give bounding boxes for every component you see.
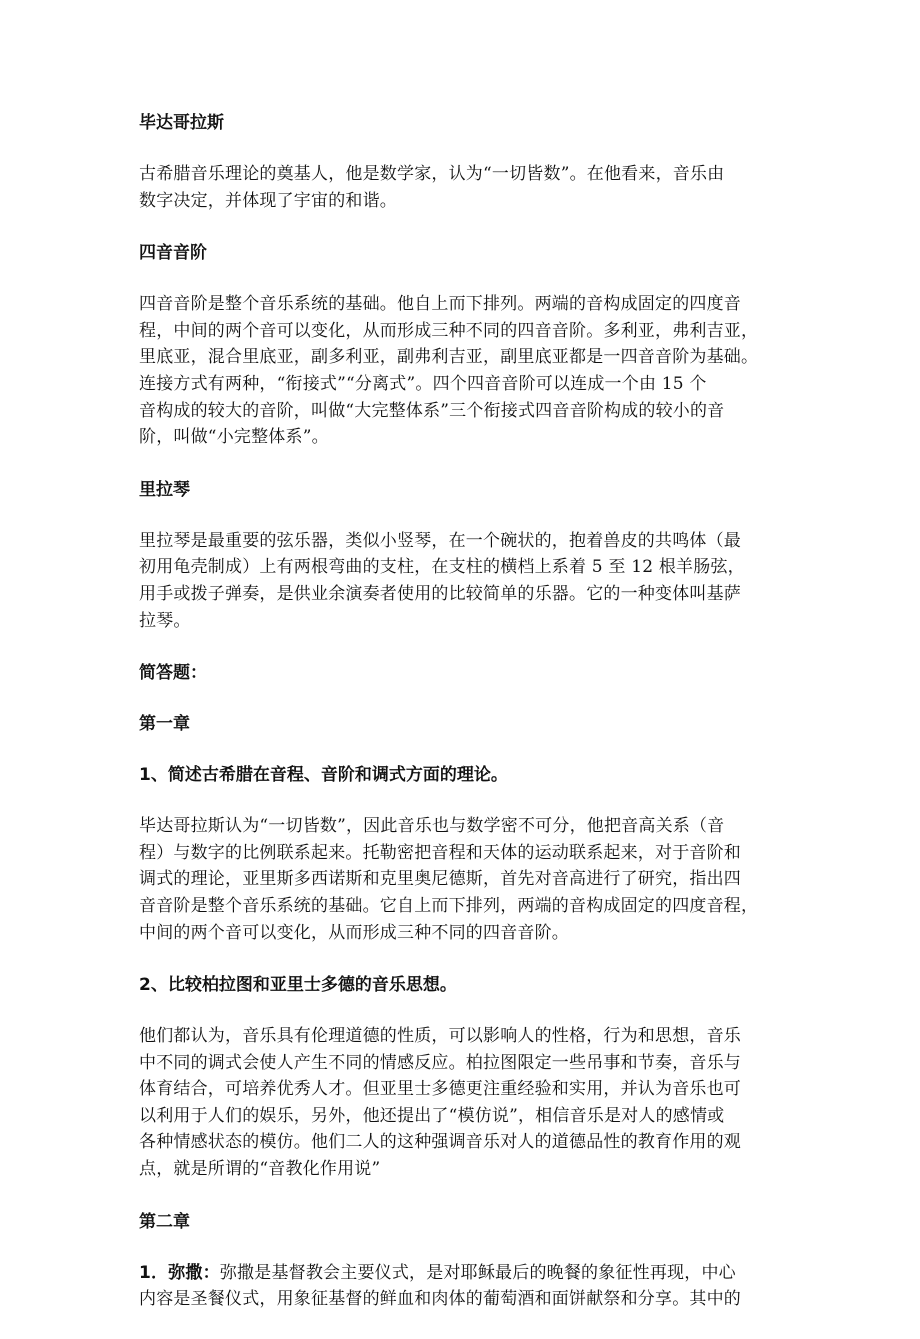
mass-term: 1．弥撒： <box>139 1262 220 1283</box>
question-two-answer <box>139 1023 787 1183</box>
text-line: 音音阶是整个音乐系统的基础。它自上而下排列，两端的音构成固定的四度音程， <box>139 895 759 916</box>
text-line: 程）与数字的比例联系起来。托勒密把音程和天体的运动联系起来，对于音阶和 <box>139 842 741 863</box>
text-line: 连接方式有两种，“衔接式”“分离式”。四个四音音阶可以连成一个由 15 个 <box>139 373 707 394</box>
text-line: 以利用于人们的娱乐，另外，他还提出了“模仿说”，相信音乐是对人的感情或 <box>139 1105 725 1126</box>
text-line: 体育结合，可培养优秀人才。但亚里士多德更注重经验和实用，并认为音乐也可 <box>139 1079 741 1100</box>
text-line: 程，中间的两个音可以变化，从而形成三种不同的四音音阶。多利亚，弗利吉亚， <box>139 320 759 341</box>
section-heading-pythagoras: 毕达哥拉斯 <box>139 113 224 133</box>
text-line: 毕达哥拉斯认为“一切皆数”，因此音乐也与数学密不可分，他把音高关系（音 <box>139 816 725 837</box>
text-line: 音构成的较大的音阶，叫做“大完整体系”三个衔接式四音音阶构成的较小的音 <box>139 400 725 421</box>
text-line: 古希腊音乐理论的奠基人，他是数学家，认为“一切皆数”。在他看来，音乐由 <box>139 164 725 184</box>
text-line: 数字决定，并体现了宇宙的和谐。 <box>139 190 397 211</box>
text-line: 中间的两个音可以变化，从而形成三种不同的四音音阶。 <box>139 922 569 943</box>
short-answer-heading: 简答题： <box>139 663 207 684</box>
section-body-tetrachord <box>139 291 787 451</box>
section-body-lyre <box>139 528 787 634</box>
text-line: 阶，叫做“小完整体系”。 <box>139 427 329 448</box>
text-line: 内容是圣餐仪式，用象征基督的鲜血和肉体的葡萄酒和面饼献祭和分享。其中的 <box>139 1289 741 1310</box>
text-line: 中不同的调式会使人产生不同的情感反应。柏拉图限定一些吊事和节奏，音乐与 <box>139 1052 741 1073</box>
chapter-two-heading: 第二章 <box>139 1211 190 1232</box>
question-two-heading: 2、比较柏拉图和亚里士多德的音乐思想。 <box>139 975 457 996</box>
text-line: 初用龟壳制成）上有两根弯曲的支柱，在支柱的横档上系着 5 至 12 根羊肠弦， <box>139 557 745 578</box>
text-line: 里拉琴是最重要的弦乐器，类似小竖琴，在一个碗状的，抱着兽皮的共鸣体（最 <box>139 530 741 551</box>
text-line: 调式的理论，亚里斯多西诺斯和克里奥尼德斯，首先对音高进行了研究，指出四 <box>139 869 741 890</box>
section-heading-lyre: 里拉琴 <box>139 479 190 500</box>
text-line <box>139 1260 787 1287</box>
question-one-heading: 1、简述古希腊在音程、音阶和调式方面的理论。 <box>139 765 508 786</box>
text-line: 四音音阶是整个音乐系统的基础。他自上而下排列。两端的音构成固定的四度音 <box>139 294 741 315</box>
chapter-one-heading: 第一章 <box>139 714 190 735</box>
text-line: 点，就是所谓的“音教化作用说” <box>139 1159 381 1180</box>
mass-definition <box>139 1260 787 1313</box>
text-line: 他们都认为，音乐具有伦理道德的性质，可以影响人的性格，行为和思想，音乐 <box>139 1026 741 1047</box>
document-page <box>139 110 787 1339</box>
text-line: 用手或拨子弹奏，是供业余演奏者使用的比较简单的乐器。它的一种变体叫基萨 <box>139 583 741 604</box>
text-line: 各种情感状态的模仿。他们二人的这种强调音乐对人的道德品性的教育作用的观 <box>139 1132 741 1153</box>
text-line: 拉琴。 <box>139 610 191 631</box>
question-one-answer <box>139 813 787 946</box>
section-heading-tetrachord: 四音音阶 <box>139 243 207 264</box>
text-line: 里底亚，混合里底亚，副多利亚，副弗利吉亚，副里底亚都是一四音音阶为基础。 <box>139 347 759 368</box>
section-body-pythagoras <box>139 161 787 214</box>
mass-first-line: 弥撒是基督教会主要仪式，是对耶稣最后的晚餐的象征性再现，中心 <box>219 1262 736 1283</box>
